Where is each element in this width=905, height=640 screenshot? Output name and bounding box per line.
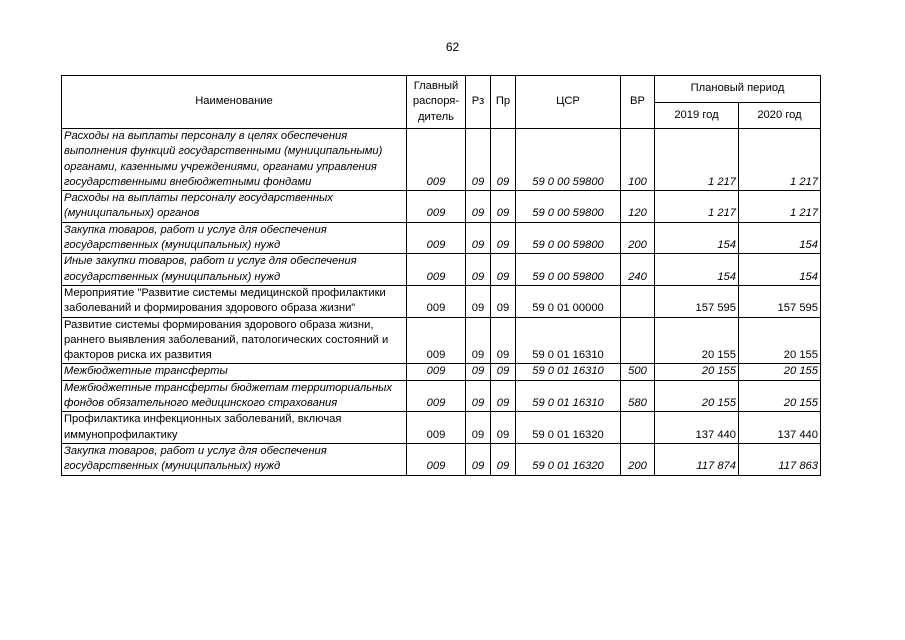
row-vr: 500 [621,364,655,380]
row-csr: 59 0 00 59800 [516,222,621,254]
row-name: Иные закупки товаров, работ и услуг для обеспечения государственных (муниципальных) нужд [62,254,407,286]
row-rz: 09 [466,317,491,364]
header-name: Наименование [62,76,407,129]
header-csr: ЦСР [516,76,621,129]
header-pr: Пр [491,76,516,129]
row-chief: 009 [407,222,466,254]
row-name: Мероприятие "Развитие системы медицинской профилактики заболеваний и формирования здорового образа жизни" [62,285,407,317]
row-value-2019: 157 595 [655,285,739,317]
row-value-2020: 157 595 [739,285,821,317]
header-period: Плановый период [655,76,821,103]
row-chief: 009 [407,380,466,412]
row-name: Закупка товаров, работ и услуг для обеспечения государственных (муниципальных) нужд [62,443,407,475]
row-chief: 009 [407,443,466,475]
row-value-2020: 20 155 [739,364,821,380]
row-vr [621,317,655,364]
row-name: Расходы на выплаты персоналу в целях обеспечения выполнения функций государственными (муниципальными) органами, казенными учреждениями, органами управления государственными внебюджетными фондами [62,129,407,191]
row-chief: 009 [407,285,466,317]
row-pr: 09 [491,285,516,317]
header-rz: Рз [466,76,491,129]
header-year-2019: 2019 год [655,103,739,129]
row-rz: 09 [466,412,491,444]
row-value-2019: 1 217 [655,129,739,191]
row-csr: 59 0 01 00000 [516,285,621,317]
row-pr: 09 [491,191,516,223]
row-pr: 09 [491,254,516,286]
row-vr: 100 [621,129,655,191]
budget-table [61,75,821,476]
row-value-2019: 1 217 [655,191,739,223]
row-chief: 009 [407,317,466,364]
row-csr: 59 0 01 16310 [516,380,621,412]
table-row [62,364,821,380]
table-row [62,317,821,364]
row-vr: 200 [621,443,655,475]
row-value-2019: 20 155 [655,317,739,364]
row-chief: 009 [407,364,466,380]
row-value-2019: 154 [655,254,739,286]
row-vr: 240 [621,254,655,286]
row-rz: 09 [466,129,491,191]
table-row [62,443,821,475]
row-csr: 59 0 00 59800 [516,191,621,223]
row-pr: 09 [491,380,516,412]
row-chief: 009 [407,191,466,223]
row-value-2020: 117 863 [739,443,821,475]
table-row [62,380,821,412]
row-vr: 120 [621,191,655,223]
table-row [62,222,821,254]
header-chief: Главный распоря-дитель [407,76,466,129]
row-chief: 009 [407,129,466,191]
row-pr: 09 [491,129,516,191]
row-chief: 009 [407,412,466,444]
row-rz: 09 [466,443,491,475]
row-value-2020: 154 [739,254,821,286]
row-csr: 59 0 00 59800 [516,129,621,191]
row-value-2020: 20 155 [739,317,821,364]
row-vr: 580 [621,380,655,412]
row-value-2019: 154 [655,222,739,254]
row-value-2020: 1 217 [739,129,821,191]
row-vr [621,285,655,317]
row-value-2019: 137 440 [655,412,739,444]
page-number: 62 [445,40,460,54]
table-row [62,191,821,223]
table-row [62,129,821,191]
header-vr: ВР [621,76,655,129]
row-vr [621,412,655,444]
row-name: Профилактика инфекционных заболеваний, включая иммунопрофилактику [62,412,407,444]
row-pr: 09 [491,364,516,380]
row-name: Расходы на выплаты персоналу государственных (муниципальных) органов [62,191,407,223]
row-rz: 09 [466,254,491,286]
row-rz: 09 [466,364,491,380]
row-name: Развитие системы формирования здорового образа жизни, раннего выявления заболеваний, патологических состояний и факторов риска их развития [62,317,407,364]
row-value-2019: 20 155 [655,364,739,380]
row-pr: 09 [491,317,516,364]
row-pr: 09 [491,222,516,254]
row-value-2020: 1 217 [739,191,821,223]
row-chief: 009 [407,254,466,286]
row-rz: 09 [466,222,491,254]
row-pr: 09 [491,443,516,475]
row-rz: 09 [466,285,491,317]
table-row [62,285,821,317]
row-csr: 59 0 01 16310 [516,364,621,380]
table-body [62,129,821,476]
row-name: Межбюджетные трансферты бюджетам территориальных фондов обязательного медицинского страхования [62,380,407,412]
row-csr: 59 0 01 16310 [516,317,621,364]
header-year-2020: 2020 год [739,103,821,129]
row-csr: 59 0 00 59800 [516,254,621,286]
table-row [62,254,821,286]
row-value-2019: 20 155 [655,380,739,412]
row-value-2020: 154 [739,222,821,254]
row-value-2019: 117 874 [655,443,739,475]
row-value-2020: 137 440 [739,412,821,444]
row-name: Закупка товаров, работ и услуг для обеспечения государственных (муниципальных) нужд [62,222,407,254]
row-pr: 09 [491,412,516,444]
row-vr: 200 [621,222,655,254]
row-csr: 59 0 01 16320 [516,412,621,444]
row-rz: 09 [466,191,491,223]
row-rz: 09 [466,380,491,412]
row-value-2020: 20 155 [739,380,821,412]
row-csr: 59 0 01 16320 [516,443,621,475]
row-name: Межбюджетные трансферты [62,364,407,380]
table-row [62,412,821,444]
